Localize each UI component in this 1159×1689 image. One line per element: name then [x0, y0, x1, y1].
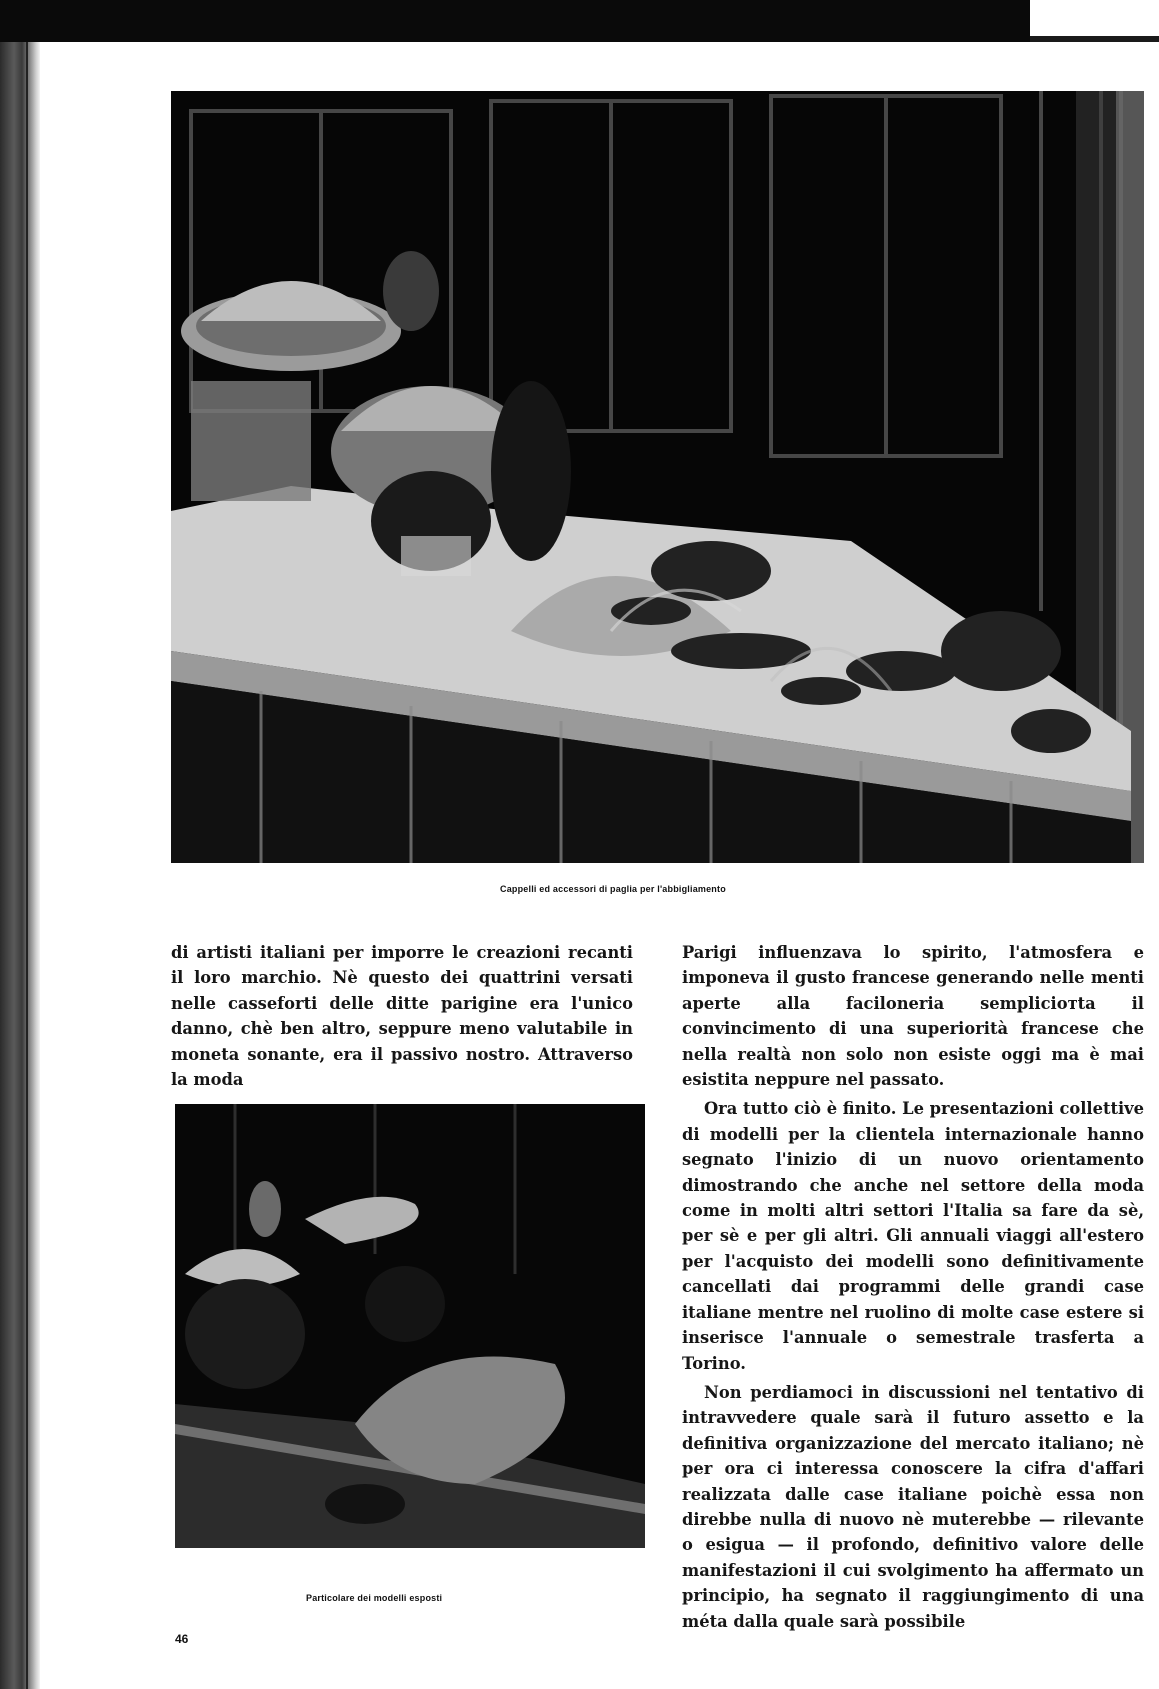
- article-paragraph: Ora tutto ciò è finito. Le presentazioni collettive di modelli per la clientela internazionale hanno segnato l'inizio di un nuovo orientamento dimostrando che anche nel settore della moda come in molti altri settori l'Italia sa fare da sè, per sè e per gli altri. Gli annuali viaggi all'estero per l'acquisto dei modelli sono definitivamente cancellati dai programmi delle grandi case italiane mentre nel ruolino di molte case estere si inserisce l'annuale o semestrale trasferta a Torino.: [682, 1099, 1144, 1373]
- article-paragraph: Non perdiamoci in discussioni nel tentativo di intravvedere quale sarà il futuro assetto e la definitiva organizzazione del mercato italiano; nè per ora ci interessa conoscere la cifra d'affari realizzata dalle case italiane poichè essa non direbbe nulla di nuovo nè muterebbe — rilevante o esigua — il profondo, definitivo valore delle manifestazioni il cui svolgimento ha affermato un principio, ha segnato il raggiungimento di una méta dalla quale sarà possibile: [682, 1382, 1144, 1631]
- photo-straw-hats-display: [171, 91, 1144, 863]
- article-column-left: [171, 940, 633, 1092]
- scan-binding-edge: [0, 42, 40, 1689]
- article-paragraph: Parigi influenzava lo spirito, l'atmosfera e imponeva il gusto francese generando nelle menti aperte alla faciloneria semplicioтta il convincimento di una superiorità francese che nella realtà non solo non esiste oggi ma è mai esistita neppure nel passato.: [682, 943, 1144, 1090]
- scan-top-rule: [1030, 36, 1159, 42]
- scan-top-border: [0, 0, 1030, 42]
- photo-models-detail: [175, 1104, 645, 1548]
- page-number: 46: [175, 1632, 189, 1646]
- article-paragraph: di artisti italiani per imporre le creazioni recanti il loro marchio. Nè questo dei quattrini versati nelle casseforti delle ditte parigine era l'unico danno, chè ben altro, seppure meno valutabile in moneta sonante, era il passivo nostro. Attraverso la moda: [171, 943, 633, 1090]
- article-column-right: [682, 940, 1144, 1634]
- scan-binding-line: [26, 42, 28, 1689]
- photo-bottom-illustration: [175, 1104, 645, 1548]
- photo-top-illustration: [171, 91, 1144, 863]
- photo-bottom-caption: Particolare dei modelli esposti: [306, 1593, 443, 1603]
- photo-top-caption: Cappelli ed accessori di paglia per l'abbigliamento: [500, 884, 726, 894]
